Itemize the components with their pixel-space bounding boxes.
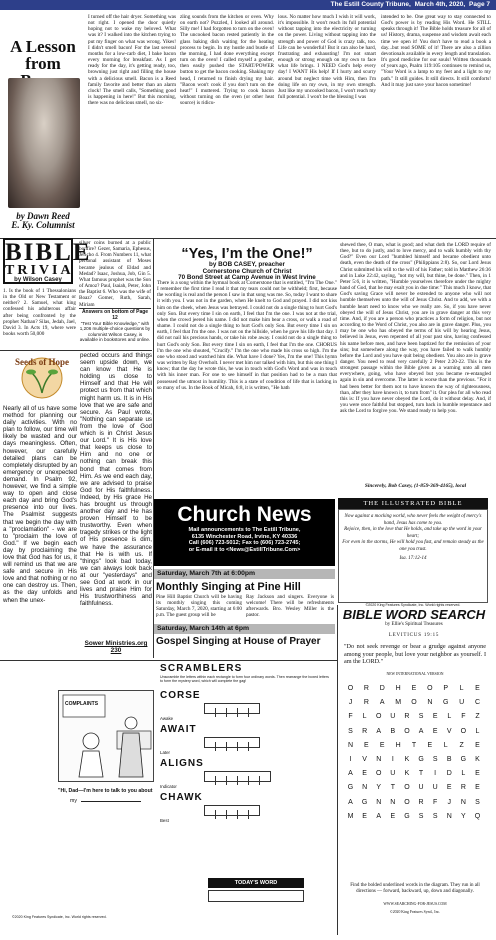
- word-search-letter[interactable]: N: [347, 741, 354, 749]
- scramble-answer-2[interactable]: [204, 737, 260, 748]
- word-search-letter[interactable]: U: [418, 784, 424, 792]
- word-search-letter[interactable]: Y: [376, 784, 382, 792]
- word-search-row: [344, 781, 484, 795]
- word-search-letter[interactable]: V: [362, 755, 367, 763]
- word-search-letter[interactable]: H: [395, 685, 401, 692]
- bible-trivia-logo: [3, 238, 92, 284]
- word-search-letter[interactable]: Y: [461, 812, 466, 820]
- cartoon-caption-2: [70, 798, 154, 804]
- word-search-grid: [344, 682, 484, 824]
- word-search-letter[interactable]: A: [379, 699, 385, 707]
- illustrated-bible-line1: Now against a mocking world, who never feels the weight of mercy's hand, Jesus has come to you.: [344, 514, 482, 526]
- publication-name: The Estill County Tribune,: [330, 0, 411, 8]
- seeds-credit-site: Sower Ministries.org: [84, 640, 148, 647]
- word-search-letter[interactable]: R: [404, 713, 410, 721]
- scramble-answer-3[interactable]: [204, 771, 271, 782]
- todays-word-label: TODAY'S WORD: [208, 878, 304, 888]
- word-search-letter[interactable]: A: [376, 727, 382, 735]
- word-search-letter[interactable]: R: [460, 784, 466, 792]
- word-search-letter[interactable]: L: [362, 713, 367, 721]
- word-search-letter[interactable]: O: [404, 798, 410, 806]
- word-search-letter[interactable]: T: [418, 770, 424, 778]
- church-news-email: or E-mail it to <News@EstillTribune.Com>: [188, 546, 301, 553]
- word-search-letter[interactable]: L: [443, 741, 448, 749]
- word-search-letter[interactable]: E: [390, 812, 396, 820]
- seeds-column-1: Nearly all of us have some method for planning our daily activities. With no plan to follow, our time will likely be wasted and our days meaningless. Often, however, our carefully detailed plans can be completely disrupted by an emergency or unexpected demand. In Psalm 92, however, we find a simple way to open and close each day and bring God's presence into our lives. The Psalmist suggests that we begin the day with a "proclamation" - we are to "proclaim the love of God." If we begin each day by proclaiming the love that God has for us, it will remind us that we are safe and secure in His love and that nothing or no one can destroy us. Then, as the day unfolds and when the unex-: [3, 405, 77, 604]
- scramble-label-2: Later: [160, 750, 171, 755]
- bible-trivia-questions-1: 1. Is the book of 1 Thessalonians in the Old or New Testament or neither? 2. Samuel, what king confessed his adulterous affair after being confronted by the prophet Nathan? Silas, Jedah, Jael, David 3. In Acts 19, where were books worth 50,000: [3, 288, 76, 338]
- word-search-letter[interactable]: A: [418, 727, 424, 735]
- word-search-letter[interactable]: G: [418, 755, 424, 763]
- word-search-letter[interactable]: I: [349, 755, 352, 763]
- word-search-letter[interactable]: L: [461, 770, 466, 778]
- word-search-letter[interactable]: S: [418, 713, 424, 721]
- sermon-church: Cornerstone Church of Christ: [202, 267, 292, 275]
- lesson-column-3: lous. No matter how much I wish it will work, it's impossible. It won't reach its full potential without tapping into the electricity or turning on the power. Living without tapping into the strength and power of God is crazy talk, too. Life can be wonderful! But it can also be hard, frustrating and exhausting! I'm not smart enough or strong enough on my own to face what life brings. I NEED God's help every day! I WANT His help! If I hurry and scurry around but neglect time with Him, then I'm doing life on my own, in my own strength. Just like my uncooked bacon, I won't reach my full potential. I won't be the blessing I was: [278, 14, 376, 101]
- seeds-credit-number: 230: [110, 647, 122, 654]
- column-divider: [337, 605, 338, 935]
- word-search-row: [344, 725, 484, 739]
- word-search-letter[interactable]: E: [379, 741, 385, 749]
- illustrated-bible-credit: ©2020 King Features Syndicate, Inc. World rights reserved.: [365, 603, 461, 607]
- bible-trivia-answers: [79, 308, 151, 343]
- lesson-column-4: intended to be. One great way to stay connected to God's power is by reading His Word. He STILL speaks through it! The Bible holds treasure for all of us! History, drama, suspense and wisdom await each time we open it! You don't have to read a book a day...but read SOME of it! There are also a zillion devotionals available in every length and translation. It's good medicine for our souls! Written thousands of years ago, Psalm 119:105 continues to remind us, "Your Word is a lamp to my feet and a light to my path." It still guides. It still directs. It still comforts! And it may just save your bacon sometime!: [381, 14, 491, 88]
- seeds-logo-text: Seeds of Hope: [15, 357, 69, 367]
- word-search-letter[interactable]: U: [432, 784, 438, 792]
- illustrated-bible-banner: THE ILLUSTRATED BIBLE: [338, 498, 488, 509]
- word-search-letter[interactable]: D: [379, 685, 385, 692]
- illustrated-bible-line3: For even in the storms, He will hold you fast, and remain steady as the one you trust.: [342, 540, 484, 552]
- page-header-text: [329, 1, 490, 8]
- word-search-letter[interactable]: G: [361, 798, 368, 806]
- scramble-label-1: Awake: [160, 716, 174, 721]
- word-search-letter[interactable]: S: [432, 812, 438, 820]
- word-search-letter[interactable]: O: [347, 685, 354, 692]
- todays-word-answer[interactable]: [208, 890, 304, 902]
- word-search-letter[interactable]: O: [404, 784, 410, 792]
- event1-title: Monthly Singing at Pine Hill: [156, 581, 301, 593]
- lesson-title-line2: from: [25, 54, 61, 73]
- word-search-row: [344, 710, 484, 724]
- sermon-title: “Yes, I’m the One!”: [181, 246, 313, 262]
- word-search-letter[interactable]: N: [376, 798, 382, 806]
- word-search-letter[interactable]: U: [459, 699, 465, 707]
- word-search-letter[interactable]: N: [446, 812, 452, 820]
- word-search-letter[interactable]: N: [362, 784, 368, 792]
- word-search-letter[interactable]: J: [447, 798, 452, 806]
- word-search-letter[interactable]: P: [443, 685, 449, 692]
- word-search-letter[interactable]: E: [362, 812, 367, 820]
- word-search-letter[interactable]: L: [447, 713, 452, 721]
- word-search-letter[interactable]: Q: [474, 812, 481, 820]
- event2-date-bar: Saturday, March 14th at 6pm: [154, 624, 335, 634]
- word-search-row: [344, 810, 484, 824]
- scramblers-subtitle: Unscramble the letters within each rectangle to form four ordinary words. Then rearrange the boxed letters to form the mystery word, which will complete the gag!: [160, 675, 329, 684]
- word-search-letter[interactable]: L: [475, 727, 480, 735]
- word-search-letter[interactable]: E: [475, 741, 480, 749]
- scramble-answer-4[interactable]: [204, 805, 260, 816]
- scramble-word-2: AWAIT: [160, 724, 197, 735]
- sermon-column-2: shewed thee, O man, what is good; and what doth the LORD require of thee, but to do justly, and to love mercy, and to walk humbly with thy God?" Even our Lord "humbled himself and became obedient unto death, even the death of the cross" (Philippians 2:8). So, our Lord Jesus Christ submitted his will to the will of his Father; told in Matthew 26:36 and in Luke 22:42, saying, "not my will, but thine, be done." Then, in 1 Peter 5:6, it is written, "Humble yourselves therefore under the mighty hand of God, that he may exalt you in due time:" This much I know, that God's saving Grace will never be extended to anyone who will not humble themselves unto the will of Jesus Christ. And to add, we with a humble heart need to know who we really are. So, if you have never obeyed the will of Jesus Christ, you are in grave danger at this very time. And, if you are a person who practices a form of religion, but not according to the Word of Christ, you also are in grave danger. Plus, you may be one who has obeyed the terms of his will by hearing Jesus, believed in Jesus, even repented of all your past sins, having confessed his name before men, and have been baptized for the remission of your sins; but somewhere along the way, you have failed to walk humbly before the Lord and you have quit being obedient. You also are in grave danger. You need to read very carefully 2 Peter 2:20-22. This is the strongest passage within the Bible given as a warning unto all men everywhere, going, who have obeyed but you became re-entangled again in sin and overcome. The latter is worse than the previous. "For it had been better for them not to have known the way of righteousness, than, after they have known it, to turn from" it. Our plea for all who read this is: If you have never obeyed the Lord, do it without delay. And, if you were once faithful but stopped, turn back in humble repentance and ask the Lord to forgive you. We stand ready to help you.: [340, 242, 491, 415]
- scramble-label-3: Indicator: [160, 784, 177, 789]
- word-search-letter[interactable]: R: [418, 798, 424, 806]
- lesson-column-2: zling sounds from the kitchen or oven. Why on earth not? Puzzled, I looked all around. Silly me! I had forgotten to turn on the oven! The uncooked bacon rested patiently in the glass baking dish waiting for the heating process to begin. In my hustle and bustle of the morning, I had done everything except turn on the oven! I called myself a goober, then easily pushed the START/POWER button to get the bacon cooking. Shaking my head, I returned to finish drying my hair. "Bacon won't cook if you don't turn on the heat!" I muttered. Trying to cook bacon without turning on the oven (or other heat source) is ridicu-: [180, 14, 274, 107]
- word-search-letter[interactable]: S: [348, 727, 353, 735]
- word-search-letter[interactable]: E: [362, 770, 367, 778]
- word-search-letter[interactable]: S: [475, 798, 480, 806]
- scramble-answer-1[interactable]: [204, 703, 260, 714]
- word-search-letter[interactable]: N: [390, 798, 396, 806]
- event2-title: Gospel Singing at House of Prayer: [156, 636, 321, 647]
- word-search-letter[interactable]: F: [348, 713, 353, 721]
- word-search-letter[interactable]: G: [443, 699, 449, 707]
- word-search-letter[interactable]: R: [362, 727, 368, 735]
- event1-column-1: Pine Hill Baptist Church will be having its monthly singing this coming Saturday, March 7, 2020, starting at 6:00 p.m. The guest group will be: [156, 594, 242, 619]
- word-search-letter[interactable]: N: [427, 699, 433, 707]
- word-search-version: NEW INTERNATIONAL VERSION: [386, 672, 444, 676]
- word-search-letter[interactable]: U: [390, 770, 396, 778]
- word-search-letter[interactable]: I: [434, 770, 437, 778]
- bible-trivia-title2: TRIVIA: [5, 263, 74, 278]
- scramble-word-4: CHAWK: [160, 792, 203, 803]
- word-search-letter[interactable]: E: [475, 784, 480, 792]
- word-search-row: [344, 696, 484, 710]
- word-search-letter[interactable]: E: [446, 784, 452, 792]
- word-search-letter[interactable]: E: [475, 685, 480, 692]
- word-search-letter[interactable]: E: [432, 727, 438, 735]
- sermon-column-1: There is a song within the hymnal book at Cornerstone that is entitled, "I'm The One." I remember the first time I read it that my tears could not be withheld; first, because the wording is real and the person I saw in that song was me. So, today I want to share it with you. I was not in the garden, when He knelt to God and prayed. I did not kiss him on the cheek, when Jesus was betrayed. I could not do a single thing to hurt God's only Son. But every time I sin on earth, I feel that I'm the one. I was not at the trial, when the crowd jeered his name. I did not make him bear a cross, or walk a road of shame. I could not do a single thing to hurt God's only Son. But every time I sin on earth, I feel that I'm the one. I was not on the hillside, when he gave his life that day. I did not nail his precious hands, or take his robe away. I could not do a single thing to hurt God's only Son. But every time I sin on earth, I feel that I'm the one. CHORUS I'm the one who shouted, "Crucify." I'm the one who made his cross so high. I'm the one who stood and watched him die. What have I done? Yes, I'm the one! This hymn was written by Ray Overholt. I never met him nor talked with him, but this one thing I know; that the day he wrote this, he was in touch with God's Word and was in touch with his inner man. For one to see himself in that position had to be a man that possessed the utmost in humility. This is a state of condition of life that is lacking in so many of us. In the Book of Micah, 6:8, it is written, "He hath: [157, 280, 337, 391]
- illustrated-bible-ref: Isa. 17:12-14: [399, 556, 427, 561]
- word-search-letter[interactable]: S: [418, 812, 424, 820]
- word-search-site: WWW.SEARCHING-FOR-JESUS.COM: [383, 902, 447, 906]
- word-search-letter[interactable]: F: [461, 713, 466, 721]
- page-number: Page 7: [469, 0, 490, 8]
- word-search-letter[interactable]: T: [411, 741, 417, 749]
- answers-title: Answers on bottom of Page 12: [81, 309, 149, 321]
- word-search-letter[interactable]: Z: [459, 741, 464, 749]
- word-search-letter[interactable]: G: [347, 784, 354, 792]
- word-search-letter[interactable]: E: [475, 770, 480, 778]
- word-search-row: [344, 739, 484, 753]
- word-search-letter[interactable]: A: [376, 812, 382, 820]
- cartoon-answer-blank: [81, 801, 141, 802]
- sermon-author: by BOB CASEY, preacher: [209, 261, 285, 268]
- word-search-letter[interactable]: A: [348, 798, 353, 806]
- word-search-letter[interactable]: K: [475, 755, 480, 763]
- word-search-credit: ©2020 King Features Synd., Inc.: [389, 910, 441, 914]
- word-search-letter[interactable]: A: [348, 770, 353, 778]
- word-search-row: [344, 796, 484, 810]
- trivia-promo: "Test Your Bible Knowledge," with 1,206 multiple-choice questions by columnist Wilson Casey, is available in bookstores and online.: [79, 321, 151, 343]
- seeds-of-hope-logo: [2, 353, 82, 403]
- section-divider: [0, 350, 152, 351]
- sermon-address: 70 Bond Street at Camp Avenue in West Irvine: [178, 274, 316, 281]
- word-search-letter[interactable]: D: [446, 770, 452, 778]
- church-news-mail: Mail announcements to The Estill Tribune,: [188, 527, 301, 533]
- word-search-letter[interactable]: U: [390, 713, 396, 721]
- event1-date-bar: Saturday, March 7th at 6:00pm: [154, 569, 335, 579]
- word-search-letter[interactable]: O: [375, 713, 382, 721]
- lesson-column-1: I turned off the hair dryer. Something was not right. I opened the door quietly hoping not to wake my beloved. What was it? I walked into the kitchen trying to put my finger on what was wrong. Yikes! I didn't smell bacon! For the last several months for a low-carb diet, I bake bacon every morning for breakfast. As I get ready for the day, it's getting ready, too, browning just right and filling the house with a delicious smell. Bacon is a Reed family favorite and better than an alarm clock! The smell calls, "Something good is happening in here!" But this morning, there was no delicious smell, no siz-: [88, 14, 176, 107]
- word-search-row: [344, 753, 484, 767]
- word-search-instructions: Find the bolded underlined words in the diagram. They run in all directions — forward, backward, up, down and diagonally.: [350, 883, 480, 894]
- bible-trivia-author: by Wilson Casey: [14, 277, 62, 283]
- cartoon-caption-my: my: [70, 798, 77, 804]
- word-search-letter[interactable]: R: [363, 699, 369, 707]
- word-search-letter[interactable]: E: [364, 741, 369, 749]
- cartoon-caption: "Hi, Dad—I'm here to talk to you about: [58, 788, 153, 794]
- column-divider: [153, 238, 154, 658]
- cartoon-sign-text: COMPLAINTS: [65, 701, 99, 707]
- word-search-letter[interactable]: B: [390, 727, 396, 735]
- word-search-letter[interactable]: Z: [475, 713, 480, 721]
- word-search-letter[interactable]: N: [460, 798, 466, 806]
- word-search-letter[interactable]: O: [427, 685, 433, 692]
- church-news-banner: [154, 499, 335, 566]
- word-search-letter[interactable]: O: [375, 770, 382, 778]
- church-news-title: Church News: [177, 503, 312, 526]
- word-search-ref: LEVITICUS 19:15: [388, 633, 440, 638]
- scramble-word-1: CORSE: [160, 690, 201, 701]
- word-search-letter[interactable]: C: [474, 699, 481, 707]
- seeds-credit: [80, 640, 152, 654]
- scramble-label-4: Best: [160, 818, 169, 823]
- word-search-letter[interactable]: K: [404, 770, 410, 778]
- word-search-letter[interactable]: E: [411, 685, 417, 692]
- word-search-letter[interactable]: M: [395, 699, 402, 707]
- word-search-letter[interactable]: J: [348, 699, 353, 707]
- lesson-byline: [4, 212, 82, 230]
- word-search-verse: "Do not seek revenge or bear a grudge against anyone among your people, but love your neighbor as yourself. I am the LORD.": [344, 643, 486, 666]
- bacon-photo: [8, 78, 80, 208]
- word-search-letter[interactable]: S: [432, 755, 438, 763]
- word-search-row: [344, 682, 484, 696]
- word-search-letter[interactable]: M: [347, 812, 354, 820]
- word-search-letter[interactable]: V: [446, 727, 452, 735]
- word-search-letter[interactable]: T: [390, 784, 395, 792]
- word-search-letter[interactable]: G: [460, 755, 467, 763]
- lesson-author: by Dawn Reed: [16, 211, 70, 221]
- scramblers-credit: ©2020 King Features Syndicate, Inc. World rights reserved.: [12, 915, 107, 919]
- scramblers-title: SCRAMBLERS: [160, 663, 243, 674]
- word-search-letter[interactable]: H: [395, 741, 401, 749]
- word-search-letter[interactable]: O: [411, 699, 417, 707]
- word-search-title: BIBLE WORD SEARCH: [342, 607, 486, 622]
- issue-date: March 4th, 2020,: [414, 0, 466, 8]
- word-search-letter[interactable]: O: [404, 727, 410, 735]
- illustrated-bible-line2: Rejoice, then, in the love that He holds, and take up the word in your heart;: [344, 527, 482, 539]
- word-search-letter[interactable]: K: [404, 755, 410, 763]
- word-search-author: by Ellie's Spiritual Treasures: [385, 622, 443, 627]
- word-search-letter[interactable]: G: [404, 812, 410, 820]
- word-search-letter[interactable]: N: [376, 755, 382, 763]
- church-news-phone: Call (606) 723-5012; Fax to (606) 723-2745;: [188, 540, 301, 547]
- lesson-author-title: E. Ky. Columnist: [11, 220, 75, 230]
- word-search-letter[interactable]: R: [363, 685, 369, 692]
- church-news-address: 6135 Winchester Road, Irvine, KY 40336: [191, 533, 298, 540]
- sermon-signature: Sincerely, Bob Casey, (1-859-369-4165), local: [364, 483, 467, 489]
- word-search-row: [344, 767, 484, 781]
- word-search-letter[interactable]: B: [446, 755, 452, 763]
- word-search-letter[interactable]: I: [391, 755, 394, 763]
- word-search-letter[interactable]: F: [433, 798, 438, 806]
- seeds-column-2: pected occurs and things seem upside down, we can know that He is holding us close to Himself and that He will protect us from that which might harm us. It is in His love that we are safe and secure. As Paul wrote, "Nothing can separate us from the love of God which is in Christ Jesus our Lord." It is His love that keeps us close to Him and no one or nothing can break this bond that comes from Him. As we end each day, we are advised to praise God for His faithfulness. Indeed, by His grace He has brought us through another day and He has proven Himself to be trustworthy. Even when tragedy strikes or the light of His presence is dim, we have the assurance that He is with us. If "things" look bad today, we can always look back at our "yesterdays" and see God at work in our lives and praise Him for His trustworthiness and faithfulness.: [80, 352, 152, 608]
- word-search-letter[interactable]: O: [460, 727, 467, 735]
- bible-trivia-questions-2: silver coins burned at a public bonfire? Gezer, Samaria, Ephesus, Jericho 4. From Numbers 11, what personal assistant of Moses became jealous of Eldad and Medad? Isaac, Joshua, Job, Gin 5. What famous prophet was the Son of Amoz? Paul, Isaiah, Peter, John the Baptist 6. Who was the wife of Boaz? Gomer, Ruth, Sarah, Miriam: [79, 240, 151, 308]
- scramblers-cartoon: [58, 690, 154, 782]
- word-search-letter[interactable]: L: [459, 685, 464, 692]
- event1-column-2: Ray Jackson and singers. Everyone is welcome! There will be refreshments afterwards. Bro. Wesley Miller is the pastor.: [246, 594, 334, 619]
- lesson-title-line1: A Lesson: [10, 37, 76, 56]
- illustrated-bible-panel: [338, 509, 488, 603]
- scramble-word-3: ALIGNS: [160, 758, 204, 769]
- word-search-letter[interactable]: E: [432, 713, 438, 721]
- bible-trivia-title: BIBLE: [5, 239, 92, 266]
- sermon-header: [155, 247, 339, 282]
- section-divider: [0, 660, 337, 661]
- word-search-letter[interactable]: E: [427, 741, 433, 749]
